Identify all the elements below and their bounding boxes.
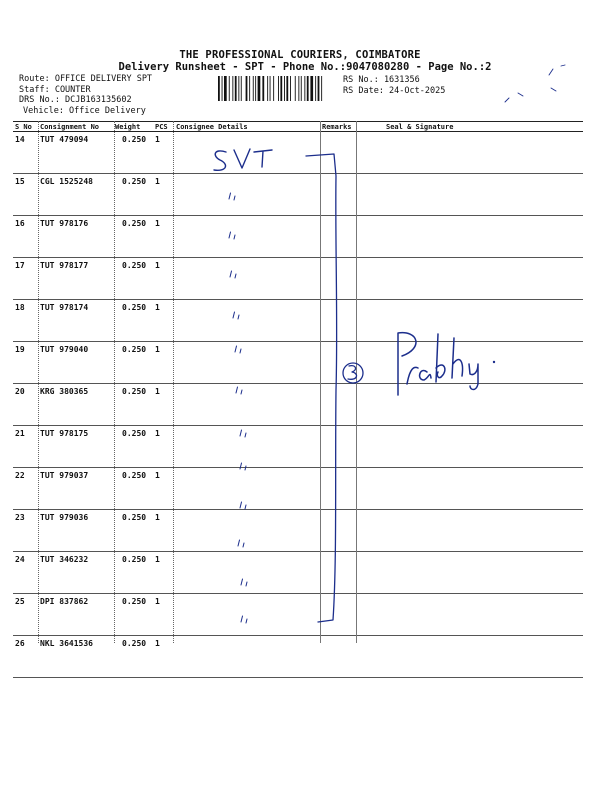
barcode-bar: [310, 76, 313, 101]
cell-consignment: DPI 837862: [38, 594, 113, 636]
cell-consignee: [174, 552, 320, 594]
table-row: [13, 426, 583, 468]
cell-seal: [372, 342, 583, 384]
table-row: [13, 636, 583, 678]
cell-consignment: NKL 3641536: [38, 636, 113, 678]
staff-text: Staff: COUNTER: [19, 84, 91, 95]
col-header-weight: Weight: [113, 122, 153, 132]
table-row: [13, 342, 583, 384]
cell-consignee: [174, 468, 320, 510]
cell-pcs: 1: [153, 636, 174, 678]
barcode-bar: [301, 76, 302, 101]
cell-consignment: TUT 978174: [38, 300, 113, 342]
col-header-remarks: Remarks: [320, 122, 372, 132]
stray-mark: [551, 88, 556, 91]
cell-pcs: 1: [153, 426, 174, 468]
cell-remarks: [320, 342, 372, 384]
cell-weight: 0.250: [113, 258, 153, 300]
table-row: [13, 216, 583, 258]
cell-consignee: [174, 510, 320, 552]
cell-consignment: TUT 978176: [38, 216, 113, 258]
column-rule: [356, 121, 357, 643]
cell-consignee: [174, 216, 320, 258]
cell-pcs: 1: [153, 384, 174, 426]
barcode-bar: [241, 76, 242, 101]
cell-remarks: [320, 216, 372, 258]
barcode-bar: [304, 76, 305, 101]
rs-number: RS No.: 1631356: [343, 75, 420, 85]
stray-mark: [505, 98, 509, 102]
barcode-bar: [258, 76, 261, 101]
cell-remarks: [320, 300, 372, 342]
cell-consignment: TUT 479094: [38, 132, 113, 174]
cell-consignee: [174, 300, 320, 342]
cell-sno: 26: [13, 636, 38, 678]
consignment-table: [13, 121, 583, 678]
cell-consignee: [174, 594, 320, 636]
cell-remarks: [320, 468, 372, 510]
column-rule: [114, 121, 115, 643]
cell-remarks: [320, 552, 372, 594]
cell-pcs: 1: [153, 468, 174, 510]
cell-sno: 18: [13, 300, 38, 342]
cell-consignee: [174, 384, 320, 426]
cell-consignment: TUT 979037: [38, 468, 113, 510]
cell-seal: [372, 510, 583, 552]
cell-remarks: [320, 594, 372, 636]
cell-weight: 0.250: [113, 132, 153, 174]
barcode-bar: [222, 76, 223, 101]
cell-remarks: [320, 510, 372, 552]
cell-consignee: [174, 174, 320, 216]
cell-seal: [372, 468, 583, 510]
vehicle-text: Vehicle: Office Delivery: [23, 105, 146, 116]
cell-remarks: [320, 258, 372, 300]
cell-weight: 0.250: [113, 300, 153, 342]
cell-sno: 15: [13, 174, 38, 216]
cell-weight: 0.250: [113, 468, 153, 510]
cell-consignment: CGL 1525248: [38, 174, 113, 216]
table-header-row: [13, 122, 583, 132]
cell-seal: [372, 258, 583, 300]
col-header-consignment: Consignment No: [38, 122, 113, 132]
cell-seal: [372, 552, 583, 594]
cell-pcs: 1: [153, 132, 174, 174]
barcode-bar: [224, 76, 227, 101]
cell-sno: 14: [13, 132, 38, 174]
cell-remarks: [320, 132, 372, 174]
cell-sno: 17: [13, 258, 38, 300]
cell-pcs: 1: [153, 174, 174, 216]
col-header-seal: Seal & Signature: [372, 122, 583, 132]
cell-remarks: [320, 384, 372, 426]
barcode-bar: [273, 76, 274, 101]
cell-consignment: TUT 978177: [38, 258, 113, 300]
cell-sno: 16: [13, 216, 38, 258]
cell-weight: 0.250: [113, 384, 153, 426]
cell-seal: [372, 426, 583, 468]
cell-seal: [372, 384, 583, 426]
cell-pcs: 1: [153, 510, 174, 552]
cell-pcs: 1: [153, 258, 174, 300]
runsheet-subtitle: Delivery Runsheet - SPT - Phone No.:9047080280 - Page No.:2: [118, 61, 492, 73]
cell-consignee: [174, 258, 320, 300]
table-row: [13, 258, 583, 300]
barcode-bar: [298, 76, 299, 101]
cell-pcs: 1: [153, 342, 174, 384]
drs-number: DRS No.: DCJB163135602: [19, 95, 132, 106]
table-row: [13, 174, 583, 216]
table-row: [13, 510, 583, 552]
barcode-bar: [232, 76, 233, 101]
barcode-bar: [229, 76, 230, 101]
col-header-pcs: PCS: [153, 122, 174, 132]
barcode-bar: [315, 76, 316, 101]
cell-sno: 19: [13, 342, 38, 384]
column-rule: [173, 121, 174, 643]
rs-info-block: [343, 75, 445, 96]
barcode-bar: [246, 76, 248, 101]
cell-pcs: 1: [153, 300, 174, 342]
col-header-consignee: Consignee Details: [174, 122, 320, 132]
table-row: [13, 132, 583, 174]
cell-consignment: TUT 978175: [38, 426, 113, 468]
cell-pcs: 1: [153, 594, 174, 636]
barcode-bar: [318, 76, 320, 101]
barcode-bar: [278, 76, 279, 101]
barcode-bar: [270, 76, 271, 101]
barcode-bar: [307, 76, 309, 101]
barcode-bar: [321, 76, 322, 101]
cell-consignment: TUT 979036: [38, 510, 113, 552]
cell-weight: 0.250: [113, 342, 153, 384]
table-row: [13, 552, 583, 594]
cell-remarks: [320, 636, 372, 678]
barcode-bar: [238, 76, 239, 101]
stray-mark: [518, 93, 523, 96]
barcode-bar: [262, 76, 264, 101]
cell-sno: 25: [13, 594, 38, 636]
barcode-bar: [295, 76, 296, 101]
cell-seal: [372, 216, 583, 258]
cell-remarks: [320, 426, 372, 468]
cell-consignee: [174, 636, 320, 678]
cell-sno: 23: [13, 510, 38, 552]
cell-consignment: TUT 346232: [38, 552, 113, 594]
cell-consignee: [174, 426, 320, 468]
cell-weight: 0.250: [113, 174, 153, 216]
table-row: [13, 300, 583, 342]
barcode-bar: [284, 76, 285, 101]
cell-seal: [372, 174, 583, 216]
column-rule: [320, 121, 321, 643]
barcode-bar: [249, 76, 250, 101]
barcode-bar: [235, 76, 237, 101]
cell-weight: 0.250: [113, 426, 153, 468]
cell-weight: 0.250: [113, 552, 153, 594]
cell-seal: [372, 636, 583, 678]
cell-weight: 0.250: [113, 510, 153, 552]
table-row: [13, 384, 583, 426]
cell-sno: 21: [13, 426, 38, 468]
barcode-bar: [286, 76, 288, 101]
barcode-bar: [253, 76, 254, 101]
barcode-bar: [267, 76, 268, 101]
cell-sno: 24: [13, 552, 38, 594]
cell-consignment: TUT 979040: [38, 342, 113, 384]
barcode-bar: [290, 76, 291, 101]
cell-seal: [372, 132, 583, 174]
cell-sno: 20: [13, 384, 38, 426]
barcode-bar: [255, 76, 256, 101]
cell-seal: [372, 594, 583, 636]
cell-seal: [372, 300, 583, 342]
table-row: [13, 594, 583, 636]
cell-consignee: [174, 132, 320, 174]
table-row: [13, 468, 583, 510]
cell-remarks: [320, 174, 372, 216]
cell-consignment: KRG 380365: [38, 384, 113, 426]
cell-weight: 0.250: [113, 594, 153, 636]
rs-date: RS Date: 24-Oct-2025: [343, 85, 446, 96]
company-name: THE PROFESSIONAL COURIERS, COIMBATORE: [179, 49, 421, 61]
cell-weight: 0.250: [113, 216, 153, 258]
cell-weight: 0.250: [113, 636, 153, 678]
cell-consignee: [174, 342, 320, 384]
route-info-block: [19, 74, 152, 116]
column-rule: [38, 121, 39, 643]
cell-pcs: 1: [153, 552, 174, 594]
barcode-bar: [218, 76, 220, 101]
cell-sno: 22: [13, 468, 38, 510]
route-text: Route: OFFICE DELIVERY SPT: [19, 74, 153, 84]
barcode: [218, 76, 340, 101]
cell-pcs: 1: [153, 216, 174, 258]
col-header-sno: S No: [13, 122, 38, 132]
barcode-bar: [280, 76, 282, 101]
